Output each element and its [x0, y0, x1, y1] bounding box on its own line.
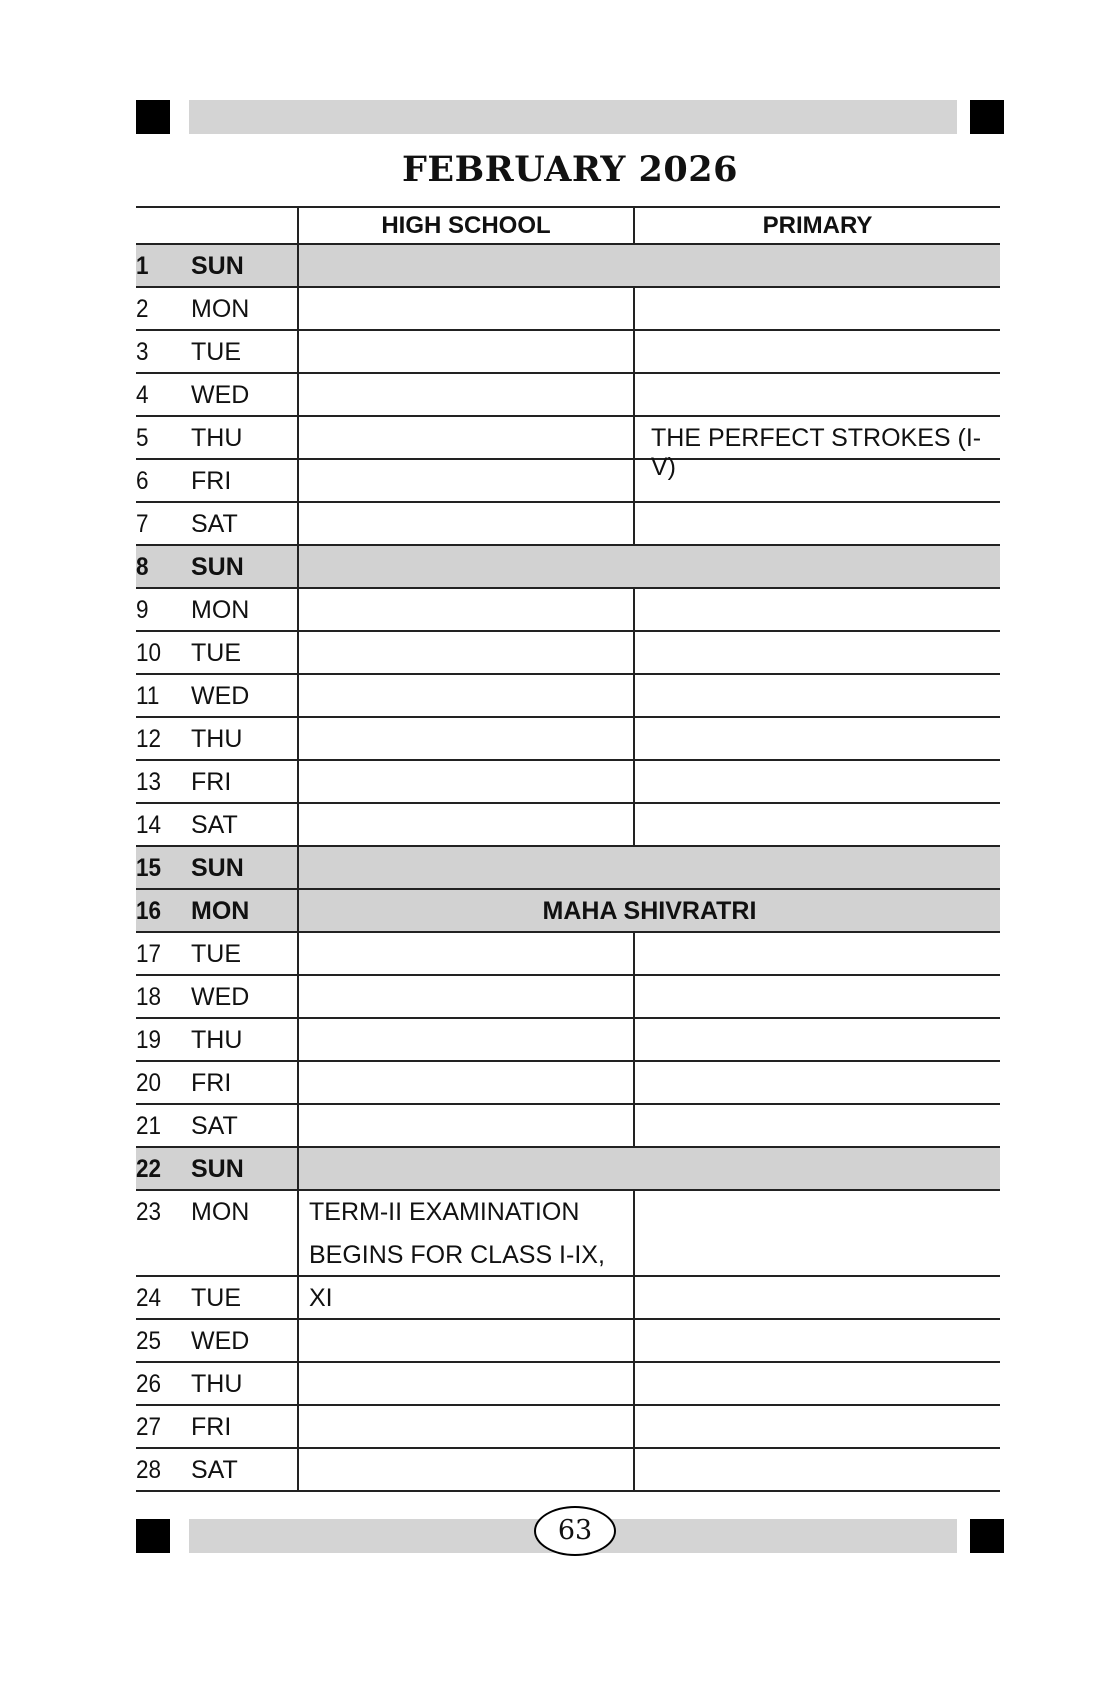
high-school-cell — [297, 1449, 633, 1490]
primary-cell — [633, 976, 1000, 1017]
date-cell: 10 — [136, 639, 162, 667]
high-school-cell — [297, 460, 633, 501]
date-cell: 6 — [136, 467, 149, 495]
primary-cell — [633, 460, 1000, 501]
header-blank-cell — [136, 208, 281, 243]
table-row — [136, 1148, 1000, 1191]
weekday-cell: SUN — [191, 553, 244, 581]
weekday-cell: MON — [191, 295, 250, 323]
weekday-cell: SAT — [191, 811, 238, 839]
table-row — [136, 675, 1000, 718]
weekday-cell: SUN — [191, 252, 244, 280]
date-cell: 19 — [136, 1026, 162, 1054]
table-row — [136, 245, 1000, 288]
weekday-cell: FRI — [191, 1413, 232, 1441]
table-row — [136, 1320, 1000, 1363]
primary-cell — [633, 632, 1000, 673]
primary-cell — [633, 933, 1000, 974]
table-row — [136, 1019, 1000, 1062]
primary-cell — [633, 1406, 1000, 1447]
date-cell: 14 — [136, 811, 162, 839]
high-school-cell — [297, 976, 633, 1017]
primary-cell — [633, 288, 1000, 329]
table-row — [136, 804, 1000, 847]
top-decorative-bar — [136, 100, 1004, 134]
weekday-cell: TUE — [191, 940, 241, 968]
weekday-cell: THU — [191, 1370, 243, 1398]
table-row — [136, 933, 1000, 976]
high-school-cell — [297, 503, 633, 544]
high-school-cell — [297, 417, 633, 458]
table-row — [136, 976, 1000, 1019]
date-cell: 24 — [136, 1284, 162, 1312]
weekday-cell: SAT — [191, 1456, 238, 1484]
weekday-cell: SAT — [191, 1112, 238, 1140]
high-school-cell — [297, 675, 633, 716]
holiday-cell — [297, 546, 1000, 587]
weekday-cell: WED — [191, 1327, 250, 1355]
date-cell: 11 — [136, 682, 160, 710]
table-row — [136, 890, 1000, 933]
date-cell: 28 — [136, 1456, 162, 1484]
weekday-cell: WED — [191, 682, 250, 710]
primary-cell — [633, 804, 1000, 845]
weekday-cell: SUN — [191, 1155, 244, 1183]
date-cell: 4 — [136, 381, 149, 409]
primary-cell — [633, 1019, 1000, 1060]
date-cell: 17 — [136, 940, 162, 968]
holiday-cell — [297, 847, 1000, 888]
table-row — [136, 1105, 1000, 1148]
weekday-cell: TUE — [191, 338, 241, 366]
table-row — [136, 761, 1000, 804]
calendar-rows — [136, 245, 1000, 1492]
high-school-cell — [297, 718, 633, 759]
high-school-cell — [297, 1105, 633, 1146]
primary-cell — [633, 1105, 1000, 1146]
primary-cell — [633, 1363, 1000, 1404]
primary-cell — [633, 1277, 1000, 1318]
date-cell: 12 — [136, 725, 162, 753]
table-row — [136, 288, 1000, 331]
weekday-cell: FRI — [191, 768, 232, 796]
primary-cell — [633, 589, 1000, 630]
top-grey-strip — [189, 100, 957, 134]
weekday-cell: TUE — [191, 639, 241, 667]
date-cell: 5 — [136, 424, 149, 452]
table-row — [136, 1449, 1000, 1492]
bottom-right-square — [970, 1519, 1004, 1553]
table-row — [136, 718, 1000, 761]
table-row — [136, 503, 1000, 546]
weekday-cell: WED — [191, 381, 250, 409]
date-cell: 16 — [136, 897, 162, 925]
primary-cell — [633, 1062, 1000, 1103]
weekday-cell: FRI — [191, 1069, 232, 1097]
primary-cell — [633, 675, 1000, 716]
header-primary: PRIMARY — [633, 208, 1000, 243]
weekday-cell: MON — [191, 1198, 250, 1226]
primary-cell — [633, 1191, 1000, 1275]
weekday-cell: MON — [191, 596, 250, 624]
table-row — [136, 847, 1000, 890]
weekday-cell: FRI — [191, 467, 232, 495]
holiday-cell — [297, 245, 1000, 286]
table-row — [136, 546, 1000, 589]
primary-cell — [633, 503, 1000, 544]
calendar-table — [136, 206, 1000, 1492]
date-cell: 13 — [136, 768, 162, 796]
table-row — [136, 331, 1000, 374]
bottom-left-square — [136, 1519, 170, 1553]
weekday-cell: TUE — [191, 1284, 241, 1312]
high-school-cell — [297, 933, 633, 974]
date-cell: 27 — [136, 1413, 162, 1441]
weekday-cell: THU — [191, 1026, 243, 1054]
date-cell: 22 — [136, 1155, 162, 1183]
high-school-cell — [297, 1320, 633, 1361]
date-cell: 26 — [136, 1370, 162, 1398]
weekday-cell: MON — [191, 897, 250, 925]
high-school-cell — [297, 1019, 633, 1060]
high-school-cell — [297, 1191, 633, 1312]
table-row — [136, 374, 1000, 417]
date-cell: 20 — [136, 1069, 162, 1097]
holiday-cell: MAHA SHIVRATRI — [297, 890, 1000, 931]
primary-cell: THE PERFECT STROKES (I-V) — [633, 417, 1000, 458]
date-cell: 18 — [136, 983, 162, 1011]
high-school-cell — [297, 589, 633, 630]
weekday-cell: WED — [191, 983, 250, 1011]
table-row — [136, 1062, 1000, 1105]
date-cell: 23 — [136, 1198, 162, 1226]
top-right-square — [970, 100, 1004, 134]
date-cell: 9 — [136, 596, 149, 624]
table-row — [136, 1277, 1000, 1320]
date-cell: 15 — [136, 854, 162, 882]
holiday-cell — [297, 1148, 1000, 1189]
table-row — [136, 589, 1000, 632]
primary-cell — [633, 761, 1000, 802]
weekday-cell: SUN — [191, 854, 244, 882]
high-school-event-line: BEGINS FOR CLASS I-IX, XI — [309, 1241, 605, 1312]
high-school-cell — [297, 804, 633, 845]
weekday-cell: THU — [191, 424, 243, 452]
table-row — [136, 1363, 1000, 1406]
high-school-cell — [297, 1062, 633, 1103]
primary-cell — [633, 1320, 1000, 1361]
page-number: 63 — [534, 1506, 616, 1556]
header-high-school: HIGH SCHOOL — [297, 208, 633, 243]
high-school-cell — [297, 374, 633, 415]
date-cell: 8 — [136, 553, 149, 581]
high-school-cell — [297, 1406, 633, 1447]
page-title: FEBRUARY 2026 — [402, 149, 738, 190]
high-school-cell — [297, 1277, 633, 1318]
primary-cell — [633, 331, 1000, 372]
high-school-cell — [297, 1363, 633, 1404]
weekday-cell: THU — [191, 725, 243, 753]
weekday-cell: SAT — [191, 510, 238, 538]
table-row — [136, 632, 1000, 675]
high-school-event-line: TERM-II EXAMINATION — [309, 1198, 580, 1226]
date-cell: 1 — [136, 252, 149, 280]
primary-cell — [633, 1449, 1000, 1490]
date-cell: 7 — [136, 510, 149, 538]
table-header — [136, 206, 1000, 245]
high-school-cell — [297, 632, 633, 673]
high-school-cell — [297, 331, 633, 372]
date-cell: 21 — [136, 1112, 162, 1140]
table-row — [136, 1406, 1000, 1449]
date-cell: 2 — [136, 295, 149, 323]
high-school-cell — [297, 761, 633, 802]
date-cell: 25 — [136, 1327, 162, 1355]
primary-cell — [633, 718, 1000, 759]
date-cell: 3 — [136, 338, 149, 366]
primary-cell — [633, 374, 1000, 415]
table-row — [136, 460, 1000, 503]
high-school-cell — [297, 288, 633, 329]
top-left-square — [136, 100, 170, 134]
